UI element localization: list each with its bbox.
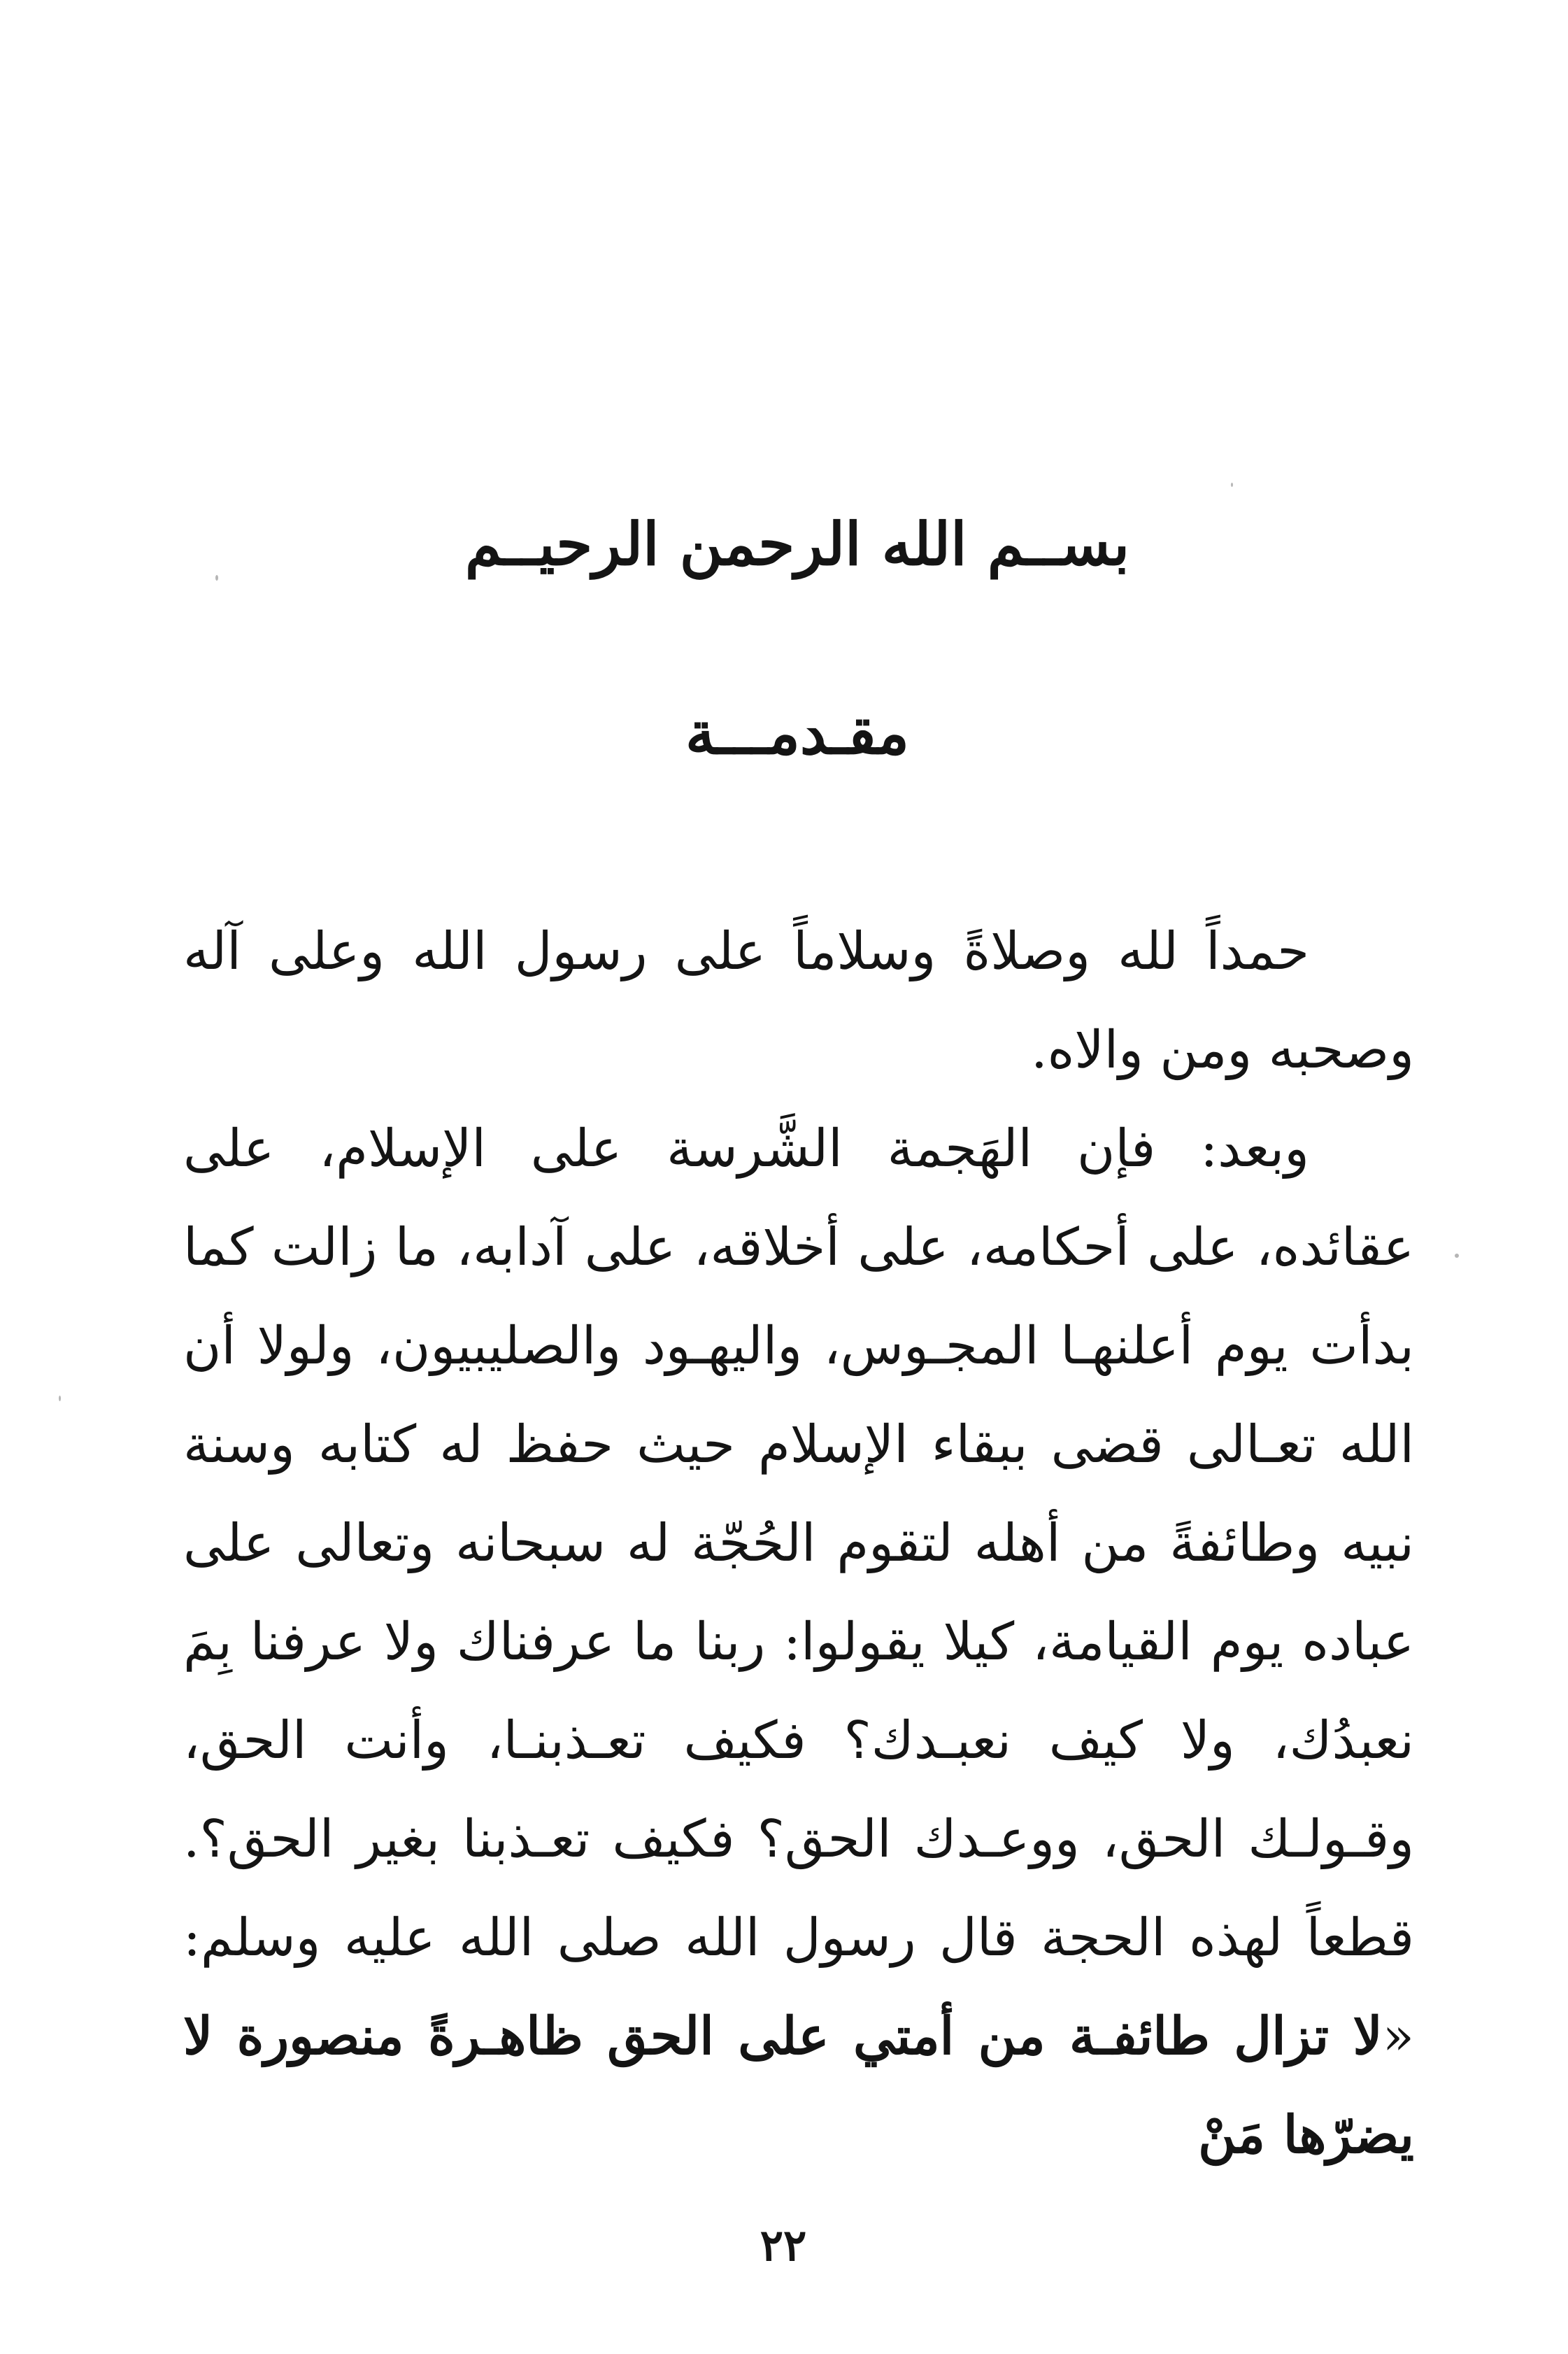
scan-speck xyxy=(215,575,218,581)
basmala-heading: بســم الله الرحمن الرحيــم xyxy=(464,509,1130,579)
body-text xyxy=(183,902,1414,2185)
scan-speck xyxy=(1455,1254,1459,1258)
section-heading: مقـدمـــة xyxy=(685,698,910,767)
scan-speck xyxy=(59,1396,61,1401)
scan-speck xyxy=(1231,483,1233,487)
main-paragraph-text: وبعد: فإن الهَجمة الشَّرسة على الإسلام، على عقائده، على أحكامه، على أخلاقه، على آدابه، ما زالت كما بدأت يوم أعلنهـا المجـوس، واليهـود والصليبيون، ولولا أن الله تعـالى قضى ببقاء الإسلام حيث حفظ له كتابه وسنة نبيه وطائفةً من أهله لتقوم الحُجّة له سبحانه وتعالى على عباده يوم القيامة، كيلا يقولوا: ربنا ما عرفناك ولا عرفنا بِمَ نعبدُك، ولا كيف نعبـدك؟ فكيف تعـذبنـا، وأنت الحق، وقـولـك الحق، ووعـدك الحق؟ فكيف تعـذبنا بغير الحق؟. قطعاً لهذه الحجة قال رسول الله صلى الله عليه وسلم: « xyxy=(183,1119,1414,2066)
opening-paragraph: حمداً لله وصلاةً وسلاماً على رسول الله وعلى آله وصحبه ومن والاه. xyxy=(183,921,1414,1080)
main-paragraph xyxy=(183,1100,1414,2185)
page-number: ٢٢ xyxy=(760,2220,807,2271)
hadith-quote: لا تزال طائفـة من أمتي على الحق ظاهـرةً منصورة لا يضرّها مَنْ xyxy=(183,2006,1414,2165)
